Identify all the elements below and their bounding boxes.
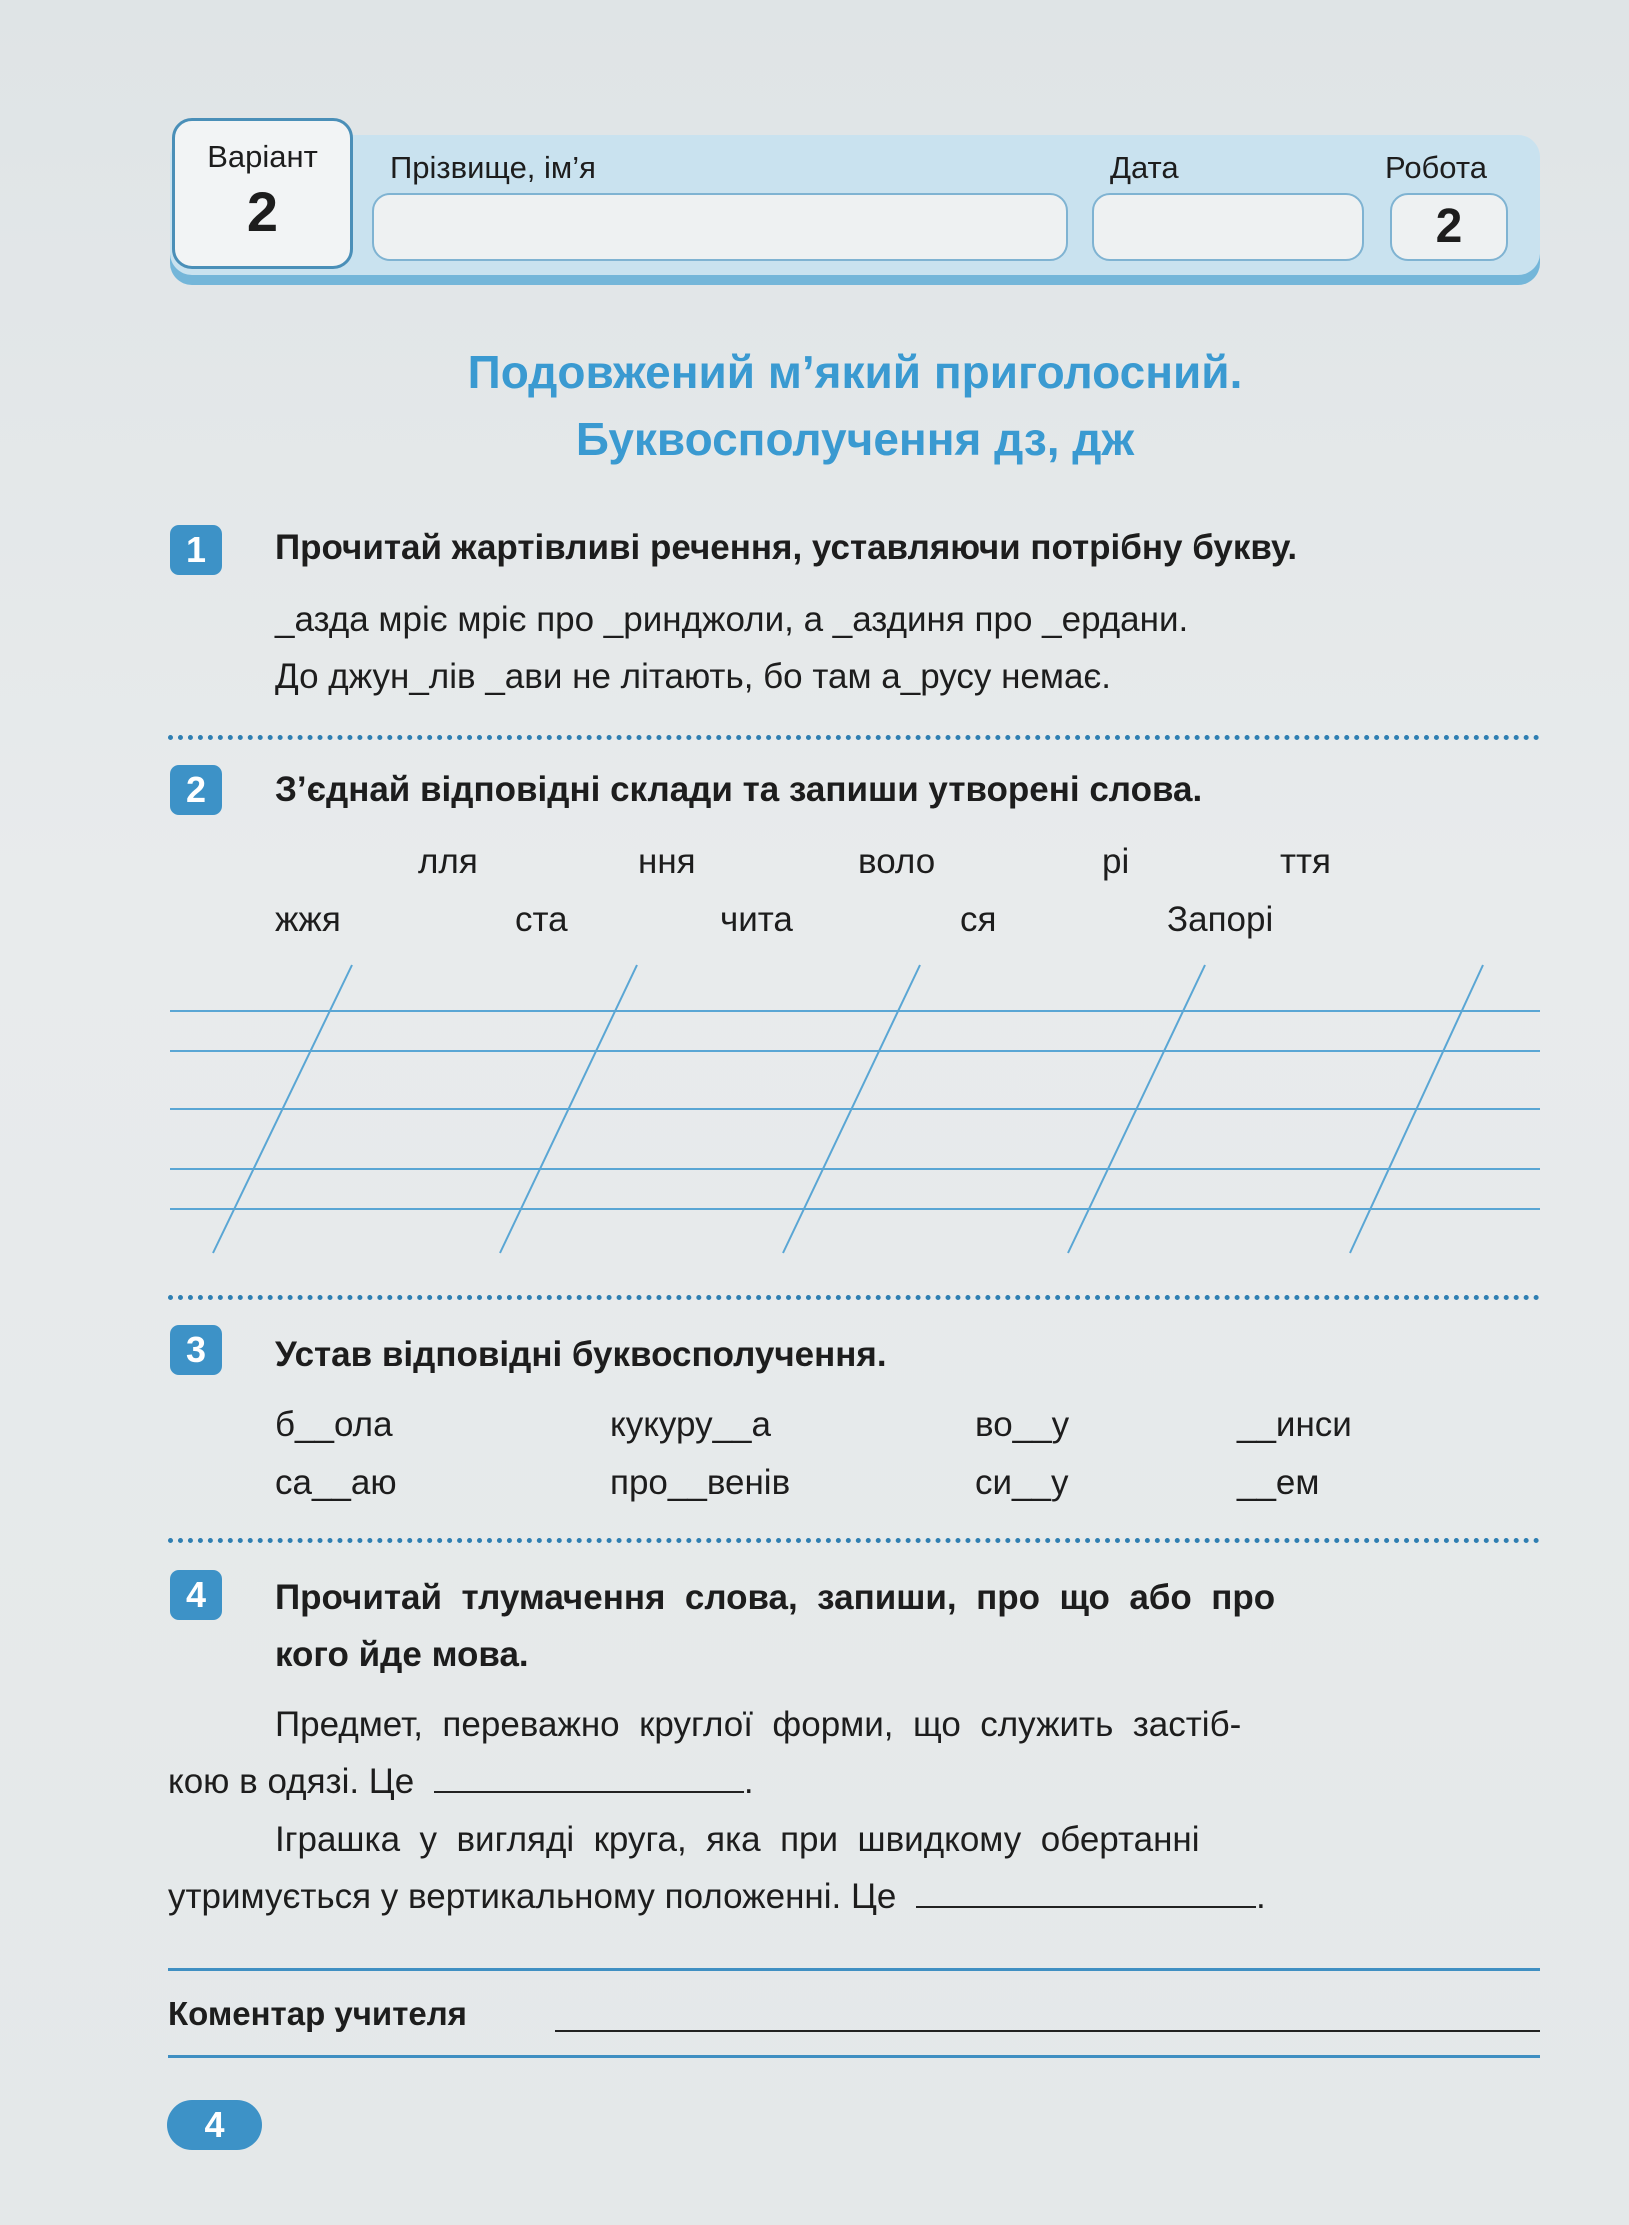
- teacher-comment-field[interactable]: [555, 2030, 1540, 2032]
- work-number: 2: [1390, 193, 1508, 261]
- variant-number: 2: [246, 180, 279, 243]
- fill-word[interactable]: во__у: [975, 1405, 1070, 1444]
- definition2-text: утримується у вертикальному положенні. Це: [168, 1877, 897, 1916]
- definition2-line2: [168, 1877, 1266, 1917]
- task1-instruction: Прочитай жартівливі речення, уставляючи потрібну букву.: [275, 528, 1298, 567]
- fill-word[interactable]: са__аю: [275, 1463, 397, 1502]
- syllable-top[interactable]: воло: [858, 842, 936, 881]
- page-title-line2: Буквосполучення дз, дж: [575, 413, 1135, 465]
- task2-number: 2: [170, 765, 222, 815]
- syllable-top[interactable]: лля: [418, 842, 478, 881]
- task4-instruction-line2: кого йде мова.: [275, 1635, 529, 1674]
- name-label: Прізвище, ім’я: [390, 150, 596, 185]
- teacher-line-top: [168, 1968, 1540, 1971]
- section-divider: [168, 1538, 1540, 1543]
- syllable-bottom[interactable]: Запорі: [1167, 900, 1274, 939]
- fill-word[interactable]: __инси: [1237, 1405, 1352, 1444]
- task2-instruction: З’єднай відповідні склади та запиши утворені слова.: [275, 770, 1203, 809]
- section-divider: [168, 1295, 1540, 1300]
- date-label: Дата: [1110, 150, 1179, 185]
- fill-word[interactable]: про__венів: [610, 1463, 791, 1502]
- task3-number: 3: [170, 1325, 222, 1375]
- definition2-line1: Іграшка у вигляді круга, яка при швидкому обертанні: [275, 1820, 1200, 1859]
- work-label: Робота: [1385, 150, 1487, 185]
- slant-guide: [1350, 965, 1483, 1253]
- task4-instruction-line1: Прочитай тлумачення слова, запиши, про що або про: [275, 1578, 1276, 1617]
- slant-guide: [500, 965, 637, 1253]
- slant-guide: [1068, 965, 1205, 1253]
- task3-instruction: Устав відповідні буквосполучення.: [275, 1335, 887, 1374]
- definition1-line2: [168, 1762, 754, 1802]
- task1-number: 1: [170, 525, 222, 575]
- answer1-blank[interactable]: [434, 1791, 744, 1793]
- syllable-bottom[interactable]: ся: [960, 900, 997, 939]
- slant-guide: [213, 965, 352, 1253]
- syllable-bottom[interactable]: ста: [515, 900, 568, 939]
- fill-word[interactable]: б__ола: [275, 1405, 393, 1444]
- task1-sentence2: До джун_лів _ави не літають, бо там а_русу немає.: [275, 657, 1112, 696]
- page-title-line1: Подовжений м’який приголосний.: [467, 346, 1243, 398]
- syllable-bottom[interactable]: чита: [720, 900, 793, 939]
- answer2-blank[interactable]: [916, 1906, 1256, 1908]
- syllable-top[interactable]: ння: [638, 842, 696, 881]
- task4-number: 4: [170, 1570, 222, 1620]
- fill-word[interactable]: __ем: [1237, 1463, 1320, 1502]
- task1-sentence1-text: _азда мріє мріє про _ринджоли, а _аздиня про _ердани.: [275, 600, 1189, 639]
- syllable-bottom[interactable]: жжя: [275, 900, 341, 939]
- slant-guide: [783, 965, 920, 1253]
- definition1-line1: Предмет, переважно круглої форми, що служить застіб-: [275, 1705, 1242, 1744]
- period: .: [743, 1762, 754, 1801]
- teacher-line-bottom: [168, 2055, 1540, 2058]
- fill-word[interactable]: си__у: [975, 1463, 1069, 1502]
- fill-word[interactable]: кукуру__а: [610, 1405, 771, 1444]
- variant-label: Варіант: [207, 139, 318, 174]
- teacher-comment-label: Коментар учителя: [168, 1995, 467, 2032]
- definition1-text: кою в одязі. Це: [168, 1762, 415, 1801]
- syllable-top[interactable]: рі: [1102, 842, 1130, 881]
- syllable-top[interactable]: ття: [1280, 842, 1332, 881]
- page-number: 4: [167, 2100, 262, 2150]
- period: .: [1256, 1877, 1266, 1916]
